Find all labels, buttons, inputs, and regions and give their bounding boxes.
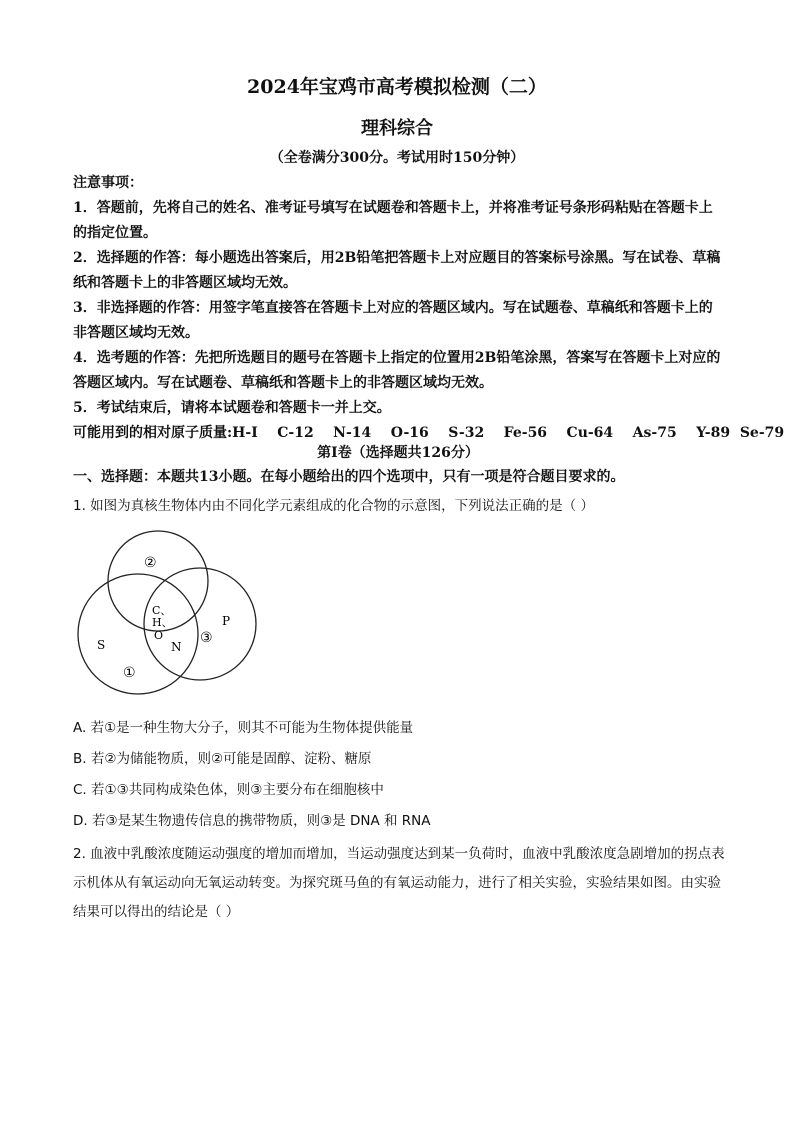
option-b: B. 若②为储能物质，则②可能是固醇、淀粉、糖原 xyxy=(73,751,372,767)
label-3: ③ xyxy=(200,630,213,646)
center-c: C、 xyxy=(152,604,172,617)
exam-title: 2024年宝鸡市高考模拟检测（二） xyxy=(247,76,547,98)
center-h: H、 xyxy=(152,616,173,629)
part-one-title: 第Ⅰ卷（选择题共126分） xyxy=(317,445,479,461)
notes-heading: 注意事项： xyxy=(73,175,143,191)
note-item: 5．考试结束后，请将本试题卷和答题卡一并上交。 xyxy=(73,400,391,416)
option-a: A. 若①是一种生物大分子，则其不可能为生物体提供能量 xyxy=(73,720,414,736)
notes-block xyxy=(73,171,785,446)
label-s: S xyxy=(97,638,106,652)
option-c: C. 若①③共同构成染色体，则③主要分布在细胞核中 xyxy=(73,782,384,798)
question-2-stem: 2. 血液中乳酸浓度随运动强度的增加而增加，当运动强度达到某一负荷时，血液中乳酸浓度急剧增加的拐点表示机体从有氧运动向无氧运动转变。为探究斑马鱼的有氧运动能力，进行了相关实验，实验结果如图。由实验结果可以得出的结论是（ ） xyxy=(73,846,725,920)
label-1: ① xyxy=(123,665,136,681)
label-p: P xyxy=(222,614,231,628)
center-o: O xyxy=(154,629,164,642)
label-2: ② xyxy=(144,555,157,571)
section-instruction: 一、选择题：本题共13小题。在每小题给出的四个选项中，只有一项是符合题目要求的。 xyxy=(73,469,625,485)
option-d: D. 若③是某生物遗传信息的携带物质，则③是 DNA 和 RNA xyxy=(73,813,431,829)
exam-subject: 理科综合 xyxy=(361,118,433,139)
question-1-stem: 1. 如图为真核生物体内由不同化学元素组成的化合物的示意图，下列说法正确的是（ ） xyxy=(73,498,594,514)
note-item: 1．答题前，先将自己的姓名、准考证号填写在试题卷和答题卡上，并将准考证号条形码粘贴在答题卡上的指定位置。 xyxy=(73,200,713,241)
label-n: N xyxy=(171,640,182,654)
note-item: 3．非选择题的作答：用签字笔直接答在答题卡上对应的答题区域内。写在试题卷、草稿纸和答题卡上的非答题区域均无效。 xyxy=(73,300,713,341)
venn-diagram xyxy=(70,525,260,695)
note-item: 4．选考题的作答：先把所选题目的题号在答题卡上指定的位置用2B铅笔涂黑，答案写在答题卡上对应的答题区域内。写在试题卷、草稿纸和答题卡上的非答题区域均无效。 xyxy=(73,350,721,391)
part-one-header xyxy=(73,442,723,486)
full-mark-note: （全卷满分300分。考试用时150分钟） xyxy=(269,150,525,166)
atomic-masses: 可能用到的相对原子质量:H-I C-12 N-14 O-16 S-32 Fe-56 Cu-64 As-75 Y-89 Se-79 xyxy=(73,425,785,441)
note-item: 2．选择题的作答：每小题选出答案后，用2B铅笔把答题卡上对应题目的答案标号涂黑。写在试卷、草稿纸和答题卡上的非答题区域均无效。 xyxy=(73,250,721,291)
